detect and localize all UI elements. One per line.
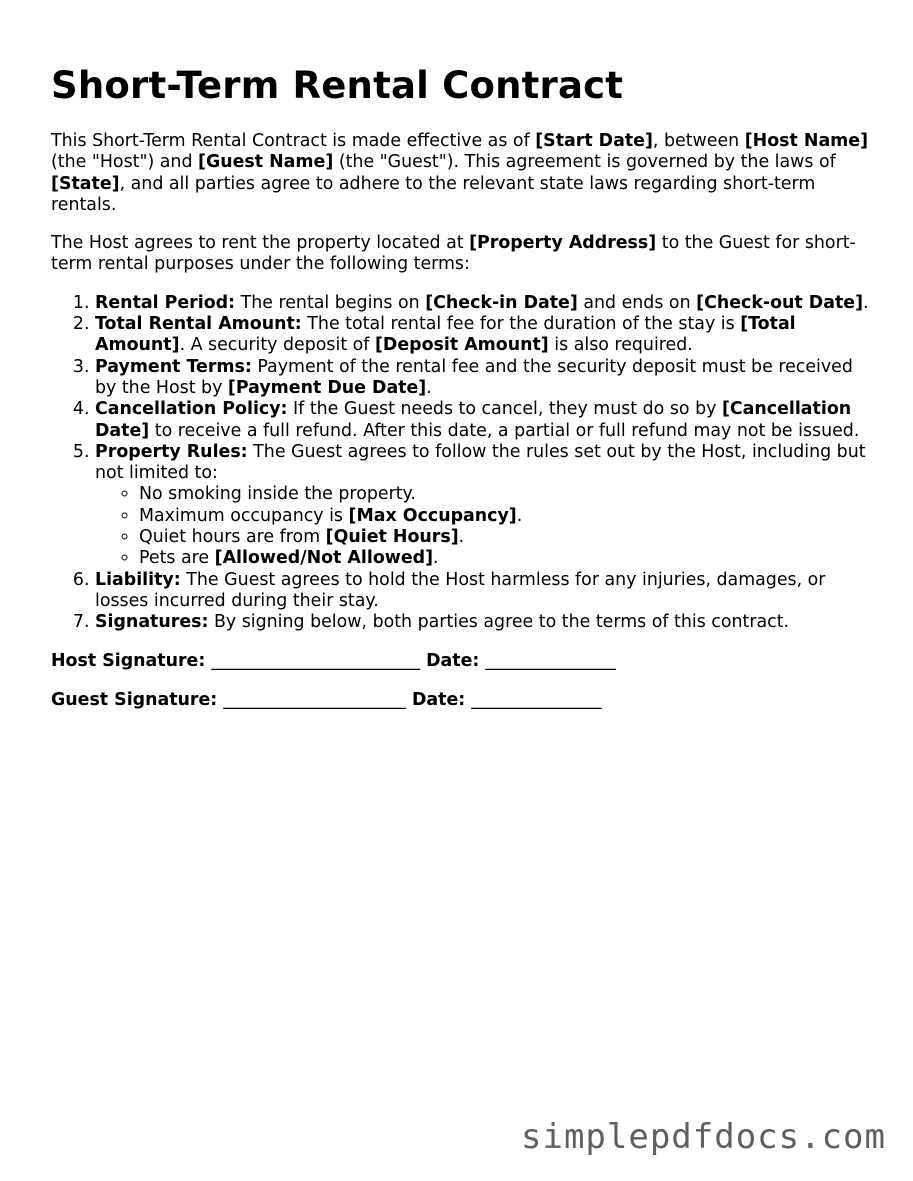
- intro-text: , and all parties agree to adhere to the relevant state laws regarding short-term rentals.: [51, 173, 816, 215]
- term-text: The total rental fee for the duration of the stay is: [301, 314, 741, 335]
- term-text: The Guest agrees to hold the Host harmless for any injuries, damages, or losses incurred during their stay.: [95, 569, 826, 611]
- term-text: to receive a full refund. After this date, a partial or full refund may not be issued.: [149, 420, 860, 441]
- host-date-label: Date:: [426, 650, 480, 671]
- term-label: Signatures:: [95, 612, 209, 633]
- state-placeholder: [State]: [51, 173, 120, 194]
- rule-text: Pets are: [139, 548, 215, 569]
- term-text: The rental begins on: [235, 292, 426, 313]
- host-signature-label: Host Signature:: [51, 650, 206, 671]
- host-signature-row: [51, 651, 871, 672]
- rule-text: .: [516, 505, 523, 526]
- term-label: Total Rental Amount:: [95, 314, 302, 335]
- rule-text: No smoking inside the property.: [139, 484, 416, 505]
- rule-max-occupancy: [139, 506, 871, 527]
- term-text: and ends on: [577, 292, 697, 313]
- pets-allowed-placeholder: [Allowed/Not Allowed]: [214, 548, 434, 569]
- term-text: If the Guest needs to cancel, they must do so by: [287, 399, 722, 420]
- term-payment-terms: [95, 357, 871, 400]
- rule-text: .: [458, 527, 465, 548]
- term-text: The Guest agrees to follow the rules set out by the Host, including but not limited to:: [95, 441, 866, 484]
- term-property-rules: [95, 442, 871, 570]
- total-amount-placeholder: [Total Amount]: [95, 314, 796, 356]
- guest-date-label: Date:: [411, 689, 466, 710]
- document-title: Short-Term Rental Contract: [51, 64, 624, 107]
- deposit-amount-placeholder: [Deposit Amount]: [374, 335, 549, 356]
- quiet-hours-placeholder: [Quiet Hours]: [325, 527, 459, 548]
- checkin-date-placeholder: [Check-in Date]: [425, 292, 578, 313]
- property-text: to the Guest for short-term rental purposes under the following terms:: [51, 233, 856, 275]
- host-name-placeholder: [Host Name]: [744, 131, 869, 151]
- guest-signature-label: Guest Signature:: [51, 689, 218, 710]
- term-label: Liability:: [95, 569, 181, 590]
- term-text: is also required.: [548, 335, 693, 356]
- property-paragraph: [51, 233, 871, 276]
- cancellation-date-placeholder: [Cancellation Date]: [95, 399, 852, 441]
- host-date-field[interactable]: _______________: [485, 650, 616, 671]
- property-text: The Host agrees to rent the property located at: [51, 233, 470, 254]
- rule-text: Maximum occupancy is: [139, 505, 349, 526]
- host-signature-field[interactable]: ________________________: [211, 650, 421, 671]
- rule-text: Quiet hours are from: [139, 527, 326, 548]
- guest-signature-field[interactable]: _____________________: [223, 689, 406, 710]
- term-text: By signing below, both parties agree to the terms of this contract.: [208, 612, 790, 633]
- guest-signature-row: [51, 690, 871, 711]
- intro-text: , between: [652, 131, 745, 151]
- term-label: Rental Period:: [95, 292, 236, 313]
- terms-list: [51, 293, 871, 634]
- guest-date-field[interactable]: _______________: [471, 689, 602, 710]
- intro-text: (the "Guest"). This agreement is governed by the laws of: [333, 152, 836, 173]
- intro-text: This Short-Term Rental Contract is made effective as of: [51, 131, 536, 151]
- rule-pets: [139, 548, 871, 569]
- watermark: simplepdfdocs.com: [521, 1117, 886, 1157]
- document-body: [51, 131, 871, 711]
- term-rental-period: [95, 293, 871, 314]
- term-total-amount: [95, 314, 871, 357]
- property-rules-list: [95, 484, 871, 569]
- payment-due-date-placeholder: [Payment Due Date]: [227, 377, 427, 398]
- term-cancellation-policy: [95, 399, 871, 442]
- intro-text: (the "Host") and: [51, 152, 199, 173]
- term-text: . A security deposit of: [179, 335, 375, 356]
- term-signatures: [95, 612, 871, 633]
- rule-no-smoking: [139, 484, 871, 505]
- rule-text: .: [433, 548, 439, 569]
- term-label: Payment Terms:: [95, 356, 252, 377]
- intro-paragraph: [51, 131, 871, 216]
- max-occupancy-placeholder: [Max Occupancy]: [348, 505, 517, 526]
- term-liability: [95, 570, 871, 613]
- start-date-placeholder: [Start Date]: [535, 131, 653, 151]
- term-text: Payment of the rental fee and the security deposit must be received by the Host by: [95, 356, 853, 398]
- checkout-date-placeholder: [Check-out Date]: [696, 292, 864, 313]
- term-text: .: [863, 292, 869, 313]
- term-text: .: [426, 377, 432, 398]
- guest-name-placeholder: [Guest Name]: [198, 152, 334, 173]
- property-address-placeholder: [Property Address]: [469, 233, 657, 254]
- rule-quiet-hours: [139, 527, 871, 548]
- term-label: Property Rules:: [95, 441, 248, 462]
- term-label: Cancellation Policy:: [95, 399, 288, 420]
